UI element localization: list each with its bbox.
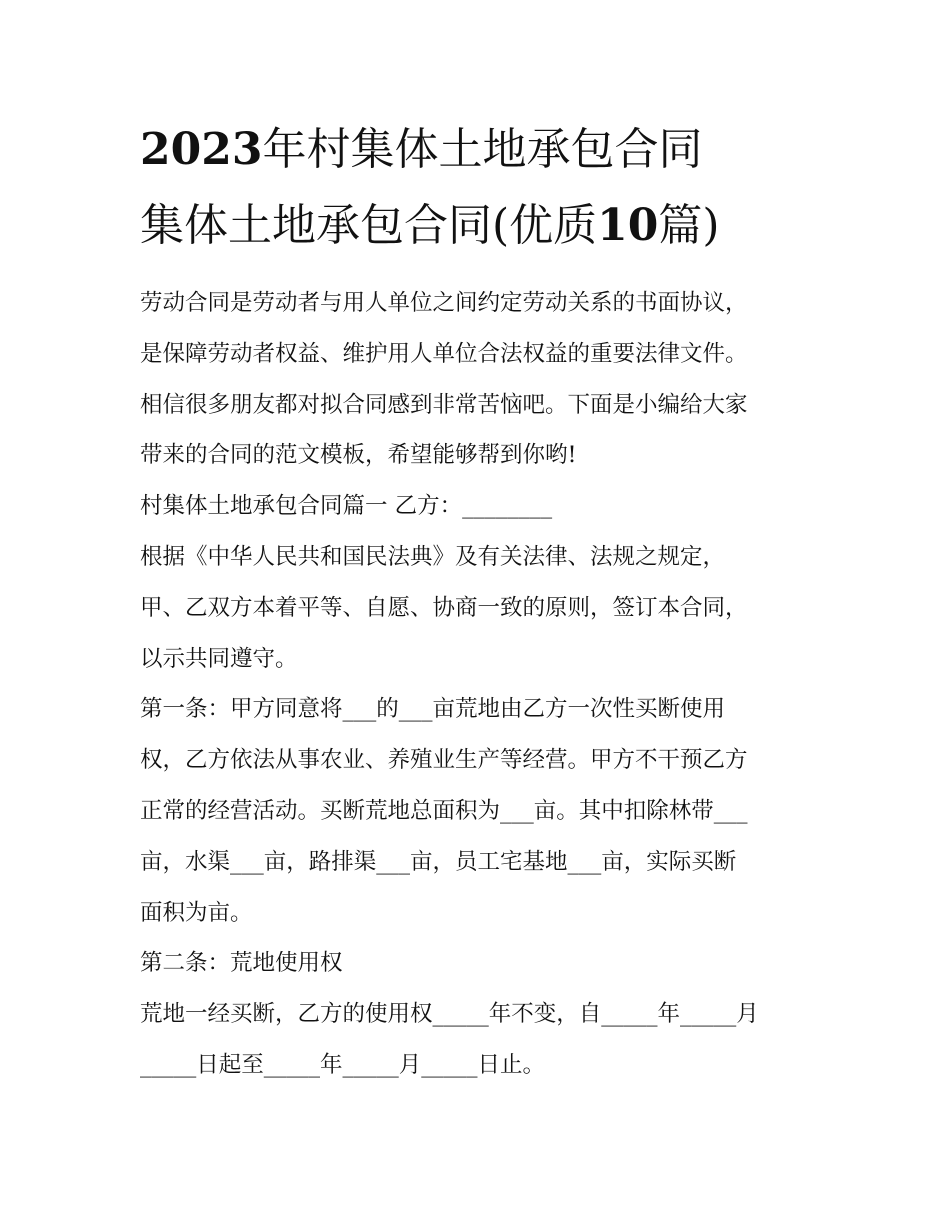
clause-line: 权，乙方依法从事农业、养殖业生产等经营。甲方不干预乙方	[140, 747, 748, 774]
title-count: 10	[597, 200, 659, 251]
title-line-2-end: 篇)	[658, 200, 720, 251]
title-line-2-text: 集体土地承包合同(优质	[140, 200, 598, 251]
body-line: 甲、乙双方本着平等、自愿、协商一致的原则，签订本合同，	[140, 594, 748, 621]
clause-line: 亩，水渠___亩，路排渠___亩，员工宅基地___亩，实际买断	[140, 848, 737, 875]
title-line-1	[140, 112, 820, 188]
document-title	[140, 112, 820, 264]
clause-line: 正常的经营活动。买断荒地总面积为___亩。其中扣除林带___	[140, 797, 748, 824]
title-line-1-text: 年村集体土地承包合同	[262, 124, 703, 175]
section-heading: 村集体土地承包合同篇一 乙方：________	[140, 493, 553, 520]
body-line: 是保障劳动者权益、维护用人单位合法权益的重要法律文件。	[140, 340, 748, 367]
clause-line: _____日起至_____年_____月_____日止。	[140, 1051, 546, 1078]
body-line: 劳动合同是劳动者与用人单位之间约定劳动关系的书面协议，	[140, 290, 748, 316]
document-body	[140, 278, 820, 1091]
clause-line: 第一条：甲方同意将___的___亩荒地由乙方一次性买断使用	[140, 696, 726, 723]
body-line: 相信很多朋友都对拟合同感到非常苦恼吧。下面是小编给大家	[140, 391, 748, 418]
title-line-2	[140, 188, 820, 264]
body-line: 根据《中华人民共和国民法典》及有关法律、法规之规定，	[140, 543, 726, 570]
clause-line: 荒地一经买断，乙方的使用权_____年不变，自_____年_____月	[140, 1001, 759, 1028]
document-page	[140, 112, 820, 1091]
body-line: 以示共同遵守。	[140, 645, 298, 672]
title-year: 2023	[140, 124, 263, 175]
body-line: 带来的合同的范文模板，希望能够帮到你哟!	[140, 442, 577, 469]
clause-heading: 第二条：荒地使用权	[140, 950, 343, 977]
clause-line: 面积为亩。	[140, 899, 253, 926]
